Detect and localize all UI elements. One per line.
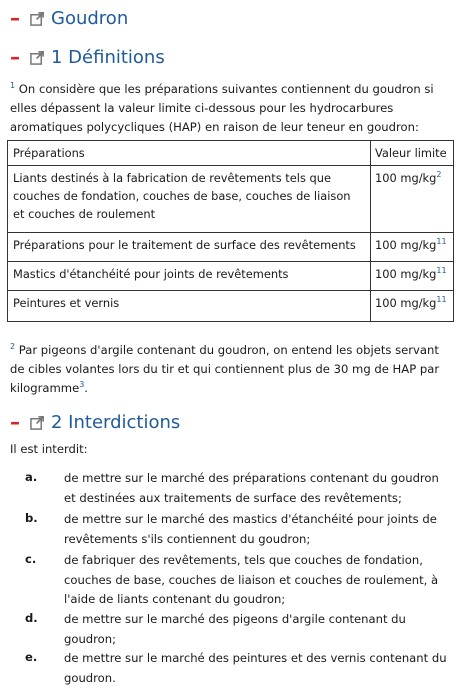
- footnote-ref[interactable]: 11: [436, 266, 447, 275]
- list-item-marker: c.: [25, 552, 37, 566]
- table-cell-preparation: Mastics d'étanchéité pour joints de revêtements: [8, 262, 371, 291]
- list-item-text: de fabriquer des revêtements, tels que couches de fondation, couches de base, couches de liaison et couches de roulement, à l'aide de liants contenant du goudron;: [64, 553, 439, 606]
- list-item-marker: a.: [25, 470, 38, 484]
- footnote-ref[interactable]: 3: [79, 380, 85, 389]
- list-item-marker: e.: [25, 650, 38, 664]
- section-title-definitions: 1 Définitions: [51, 46, 165, 68]
- limit-values-table: [7, 140, 454, 322]
- table-header-preparations: Préparations: [8, 141, 371, 166]
- definitions-intro-text: On considère que les préparations suivantes contiennent du goudron si elles dépassent la valeur limite ci-dessous pour les hydrocarbures aromatiques polycycliques (HAP) en raison de leur teneur en goudron:: [10, 82, 434, 134]
- external-link-icon[interactable]: [30, 50, 45, 65]
- list-item-text: de mettre sur le marché des mastics d'étanchéité pour joints de revêtements s'ils contiennent du goudron;: [64, 512, 437, 546]
- page-title: Goudron: [51, 7, 129, 29]
- list-item-text: de mettre sur le marché des préparations contenant du goudron et destinées aux traitements de surface des revêtements;: [64, 471, 439, 505]
- table-header-row: [8, 141, 454, 166]
- table-row: [8, 291, 454, 322]
- table-header-limit: Valeur limite: [371, 141, 454, 166]
- collapse-toggle-goudron[interactable]: –: [10, 6, 20, 30]
- section-title-interdictions: 2 Interdictions: [51, 411, 181, 433]
- list-item-text: de mettre sur le marché des peintures et des vernis contenant du goudron.: [64, 651, 447, 685]
- footnote-paragraph: [10, 341, 454, 398]
- heading-interdictions: [10, 410, 180, 434]
- table-cell-preparation: Peintures et vernis: [8, 291, 371, 322]
- footnote-text: Par pigeons d'argile contenant du goudron, on entend les objets servant de cibles volantes lors du tir et qui contiennent plus de 30 mg de HAP par kilogramme: [10, 343, 440, 395]
- list-item-marker: d.: [25, 611, 38, 625]
- table-cell-value: 100 $mg/kg^{11}$: [371, 233, 454, 262]
- table-row: [8, 262, 454, 291]
- table-cell-value: 100 $mg/kg^{11}$: [371, 262, 454, 291]
- heading-definitions: [10, 45, 165, 69]
- table-cell-value: 100 $mg/kg^{11}$: [371, 291, 454, 322]
- table-cell-value: 100 $mg/kg^2$: [371, 166, 454, 233]
- table-row: [8, 166, 454, 233]
- list-item-marker: b.: [25, 511, 38, 525]
- table-row: [8, 233, 454, 262]
- table-cell-preparation: Liants destinés à la fabrication de revêtements tels que couches de fondation, couches de base, couches de liaison et couches de roulement: [8, 166, 371, 233]
- collapse-toggle-interdictions[interactable]: –: [10, 410, 20, 434]
- footnote-ref[interactable]: 2: [436, 170, 442, 179]
- external-link-icon[interactable]: [30, 415, 45, 430]
- table-cell-preparation: Préparations pour le traitement de surface des revêtements: [8, 233, 371, 262]
- collapse-toggle-definitions[interactable]: –: [10, 45, 20, 69]
- footnote-ref[interactable]: 11: [436, 237, 447, 246]
- heading-goudron: [10, 6, 128, 30]
- list-item-text: de mettre sur le marché des pigeons d'argile contenant du goudron;: [64, 612, 406, 646]
- interdictions-intro: Il est interdit:: [10, 442, 88, 456]
- external-link-icon[interactable]: [30, 11, 45, 26]
- footnote-ref[interactable]: 11: [436, 295, 447, 304]
- paragraph-number: 2: [10, 342, 16, 351]
- footnote-period: .: [84, 381, 88, 395]
- paragraph-number: 1: [10, 81, 16, 90]
- definitions-intro: [10, 80, 454, 137]
